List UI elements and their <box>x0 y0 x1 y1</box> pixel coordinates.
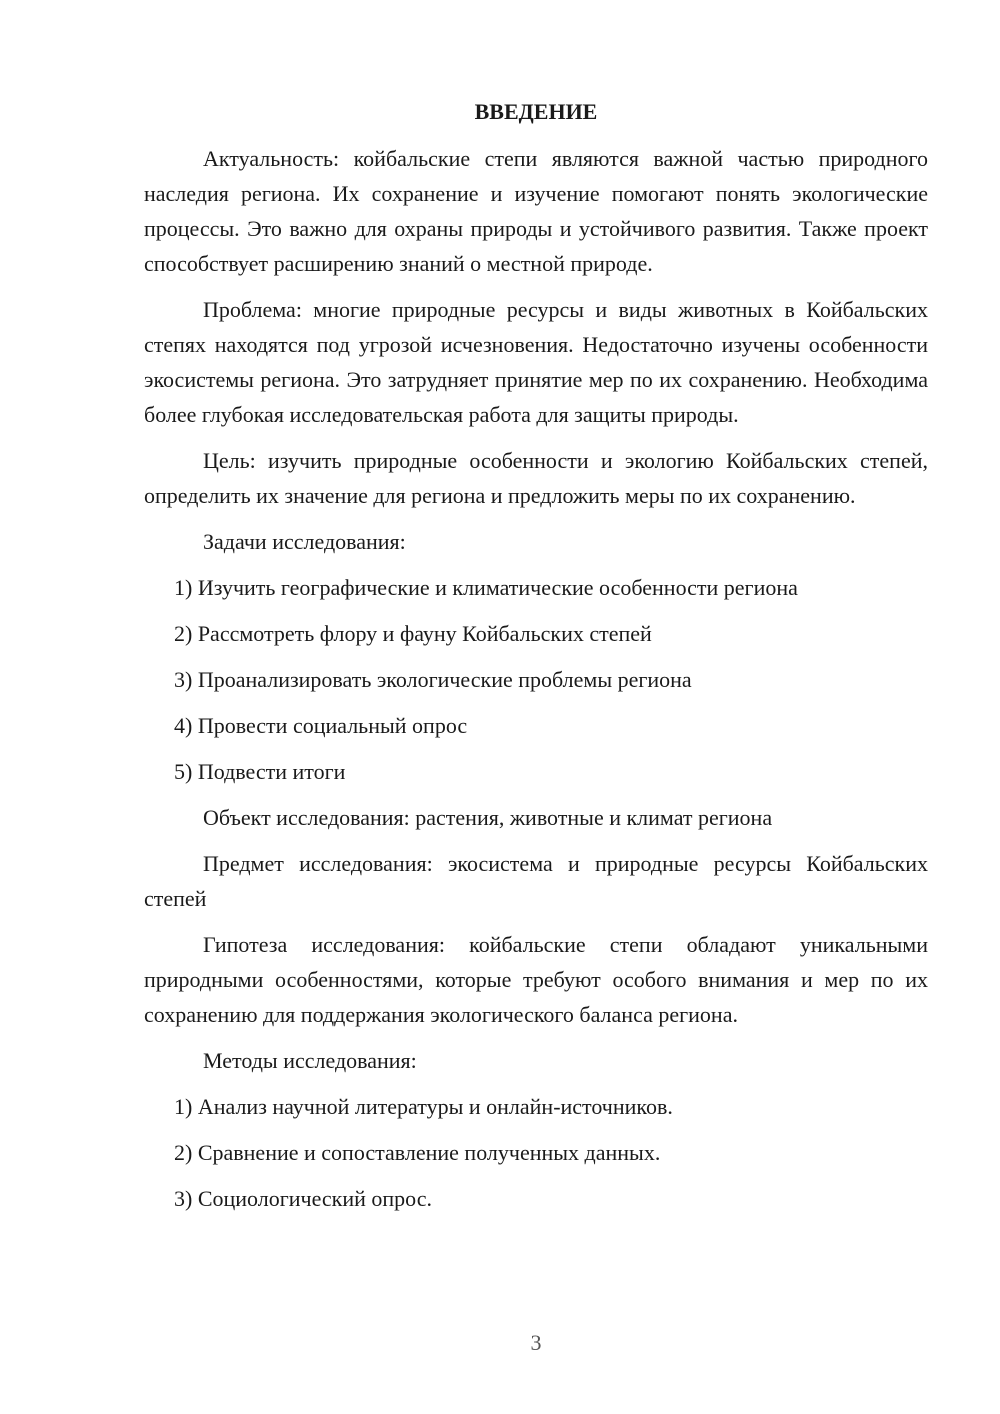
list-item: 3) Социологический опрос. <box>174 1186 432 1211</box>
hypothesis-paragraph: Гипотеза исследования: койбальские степи обладают уникальными природными особенностями, которые требуют особого внимания и мер по их сохранению для поддержания экологического баланса региона. <box>144 932 928 1027</box>
page-title: ВВЕДЕНИЕ <box>474 99 598 124</box>
list-item: 5) Подвести итоги <box>174 759 346 784</box>
page-number: 3 <box>530 1330 542 1355</box>
list-item: 2) Сравнение и сопоставление полученных данных. <box>174 1140 661 1165</box>
methods-heading: Методы исследования: <box>203 1048 417 1073</box>
list-item: 2) Рассмотреть флору и фауну Койбальских степей <box>174 621 652 646</box>
list-item: 4) Провести социальный опрос <box>174 713 468 738</box>
object-paragraph: Объект исследования: растения, животные и климат региона <box>203 805 773 830</box>
problem-paragraph: Проблема: многие природные ресурсы и виды животных в Койбальских степях находятся под угрозой исчезновения. Недостаточно изучены особенности экосистемы региона. Это затрудняет принятие мер по их сохранению. Необходима более глубокая исследовательская работа для защиты природы. <box>144 297 928 427</box>
list-item: 3) Проанализировать экологические проблемы региона <box>174 667 692 692</box>
document-page <box>144 94 928 1227</box>
relevance-paragraph: Актуальность: койбальские степи являются важной частью природного наследия региона. Их сохранение и изучение помогают понять экологические процессы. Это важно для охраны природы и устойчивого развития. Также проект способствует расширению знаний о местной природе. <box>144 146 928 276</box>
list-item: 1) Изучить географические и климатические особенности региона <box>174 575 798 600</box>
subject-paragraph: Предмет исследования: экосистема и природные ресурсы Койбальских степей <box>144 851 928 911</box>
list-item: 1) Анализ научной литературы и онлайн-источников. <box>174 1094 673 1119</box>
tasks-list <box>144 570 928 789</box>
tasks-heading: Задачи исследования: <box>203 529 406 554</box>
goal-paragraph: Цель: изучить природные особенности и экологию Койбальских степей, определить их значение для региона и предложить меры по их сохранению. <box>144 448 928 508</box>
methods-list <box>144 1089 928 1216</box>
